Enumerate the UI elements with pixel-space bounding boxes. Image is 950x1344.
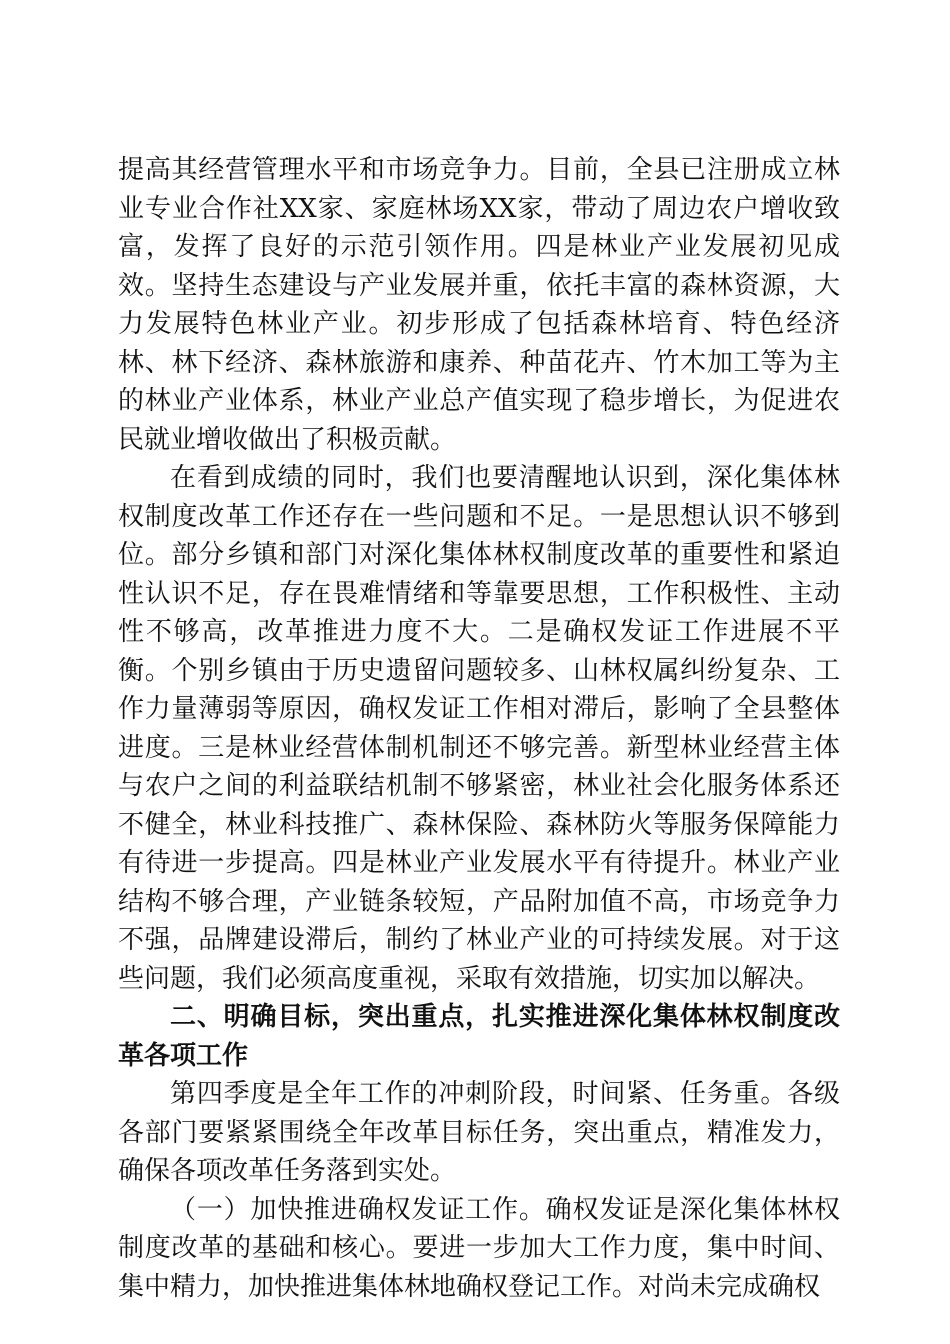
paragraph-achievements-continued: 提高其经营管理水平和市场竞争力。目前，全县已注册成立林业专业合作社XX家、家庭林场XX家，带动了周边农户增收致富，发挥了良好的示范引领作用。四是林业产业发展初见成效。坚持生态建设与产业发展并重，依托丰富的森林资源，大力发展特色林业产业。初步形成了包括森林培育、特色经济林、林下经济、森林旅游和康养、种苗花卉、竹木加工等为主的林业产业体系，林业产业总产值实现了稳步增长，为促进农民就业增收做出了积极贡献。 bbox=[118, 155, 840, 455]
document-page bbox=[118, 151, 840, 1306]
section-heading-two: 二、明确目标，突出重点，扎实推进深化集体林权制度改革各项工作 bbox=[118, 1002, 840, 1071]
paragraph-problems: 在看到成绩的同时，我们也要清醒地认识到，深化集体林权制度改革工作还存在一些问题和不足。一是思想认识不够到位。部分乡镇和部门对深化集体林权制度改革的重要性和紧迫性认识不足，存在畏难情绪和等靠要思想，工作积极性、主动性不够高，改革推进力度不大。二是确权发证工作进展不平衡。个别乡镇由于历史遗留问题较多、山林权属纠纷复杂、工作力量薄弱等原因，确权发证工作相对滞后，影响了全县整体进度。三是林业经营体制机制还不够完善。新型林业经营主体与农户之间的利益联结机制不够紧密，林业社会化服务体系还不健全，林业科技推广、森林保险、森林防火等服务保障能力有待进一步提高。四是林业产业发展水平有待提升。林业产业结构不够合理，产业链条较短，产品附加值不高，市场竞争力不强，品牌建设滞后，制约了林业产业的可持续发展。对于这些问题，我们必须高度重视，采取有效措施，切实加以解决。 bbox=[118, 463, 840, 994]
paragraph-item-one: （一）加快推进确权发证工作。确权发证是深化集体林权制度改革的基础和核心。要进一步加大工作力度，集中时间、集中精力，加快推进集体林地确权登记工作。对尚未完成确权 bbox=[118, 1194, 840, 1302]
paragraph-fourth-quarter: 第四季度是全年工作的冲刺阶段，时间紧、任务重。各级各部门要紧紧围绕全年改革目标任务，突出重点，精准发力，确保各项改革任务落到实处。 bbox=[118, 1079, 840, 1186]
